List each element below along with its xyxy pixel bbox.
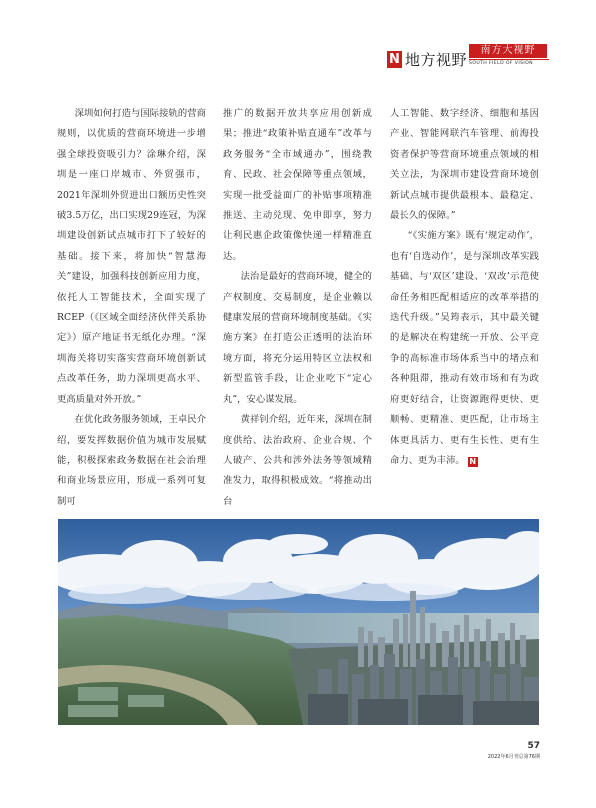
paragraph: 在优化政务服务领域，王卓民介绍，要发挥数据价值为城市发展赋能，积极探索政务数据在社会治理和商业场景应用，形成一系列可复制可	[57, 414, 206, 507]
paragraph: 法治是最好的营商环境，健全的产权制度、交易制度，是企业赖以健康发展的营商环境制度基础。《实施方案》在打造公正透明的法治环境方面，将充分运用特区立法权和新型监管手段，让企业吃下“定心丸”，安心谋发展。	[223, 271, 372, 405]
paragraph: 推广的数据开放共享应用创新成果；推进“政策补贴直通车”改革与政务服务“全市域通办”，围绕教育、民政、社会保障等重点领域，实现一批受益面广的补贴事项精准推送、主动兑现、免申即享，努力让利民惠企政策像快递一样精准直达。	[223, 108, 372, 262]
masthead-rule	[469, 59, 549, 60]
issue-line: 2022年6月刊总第76期	[487, 754, 540, 760]
section-title: 地方视野	[405, 51, 468, 69]
paragraph: 黄祥钊介绍，近年来，深圳在制度供给、法治政府、企业合规、个人破产、公共和涉外法务等领域精准发力，取得积极成效。“将推动出台	[223, 414, 372, 507]
text-column-2	[223, 104, 372, 512]
masthead	[387, 44, 549, 76]
city-skyline-photo	[58, 519, 539, 725]
paragraph-text: “《实施方案》既有‘规定动作’，也有‘自选动作’，是与深圳改革实践基础、与‘双区’建设、‘双改’示范使命任务相匹配相适应的改革举措的迭代升级。”吴筠表示，其中最关键的是解决在构建统一开放、公平竞争的高标准市场体系当中的堵点和各种阻滞，推动有效市场和有为政府更好结合，让资源跑得更快、更顺畅、更精准、更匹配，让市场主体更具活力、更有生长性、更有生命力、更为丰沛。	[390, 230, 539, 466]
text-column-1	[57, 104, 206, 512]
end-of-article-icon: N	[469, 456, 477, 466]
paragraph	[390, 226, 539, 471]
page-folio	[488, 741, 540, 761]
paragraph: 深圳如何打造与国际接轨的营商规则，以优质的营商环境进一步增强全球投资吸引力？涂琳介绍，深圳是一座口岸城市、外贸强市，2021年深圳外贸进出口额历史性突破3.5万亿，出口实现29连冠，为深圳建设创新试点城市打下了较好的基础。接下来，将加快“智慧海关”建设，加强科技创新应用力度，依托人工智能技术，全面实现了RCEP（《区域全面经济伙伴关系协定》）原产地证书无纸化办理。“深圳海关将切实落实营商环境创新试点改革任务，助力深圳更高水平、更高质量对外开放。”	[57, 108, 206, 405]
paragraph: 人工智能、数字经济、细胞和基因产业、智能网联汽车管理、前海投资者保护等营商环境重点领域的相关立法，为深圳市建设营商环境创新试点城市提供最根本、最稳定、最长久的保障。”	[390, 108, 539, 222]
section-english-label: SOUTH FIELD OF VISION	[469, 61, 534, 66]
page-number: 57	[527, 741, 540, 751]
section-label: 南方大视野	[469, 44, 547, 58]
text-column-3	[390, 104, 539, 471]
magazine-logo-icon: N	[387, 51, 402, 68]
